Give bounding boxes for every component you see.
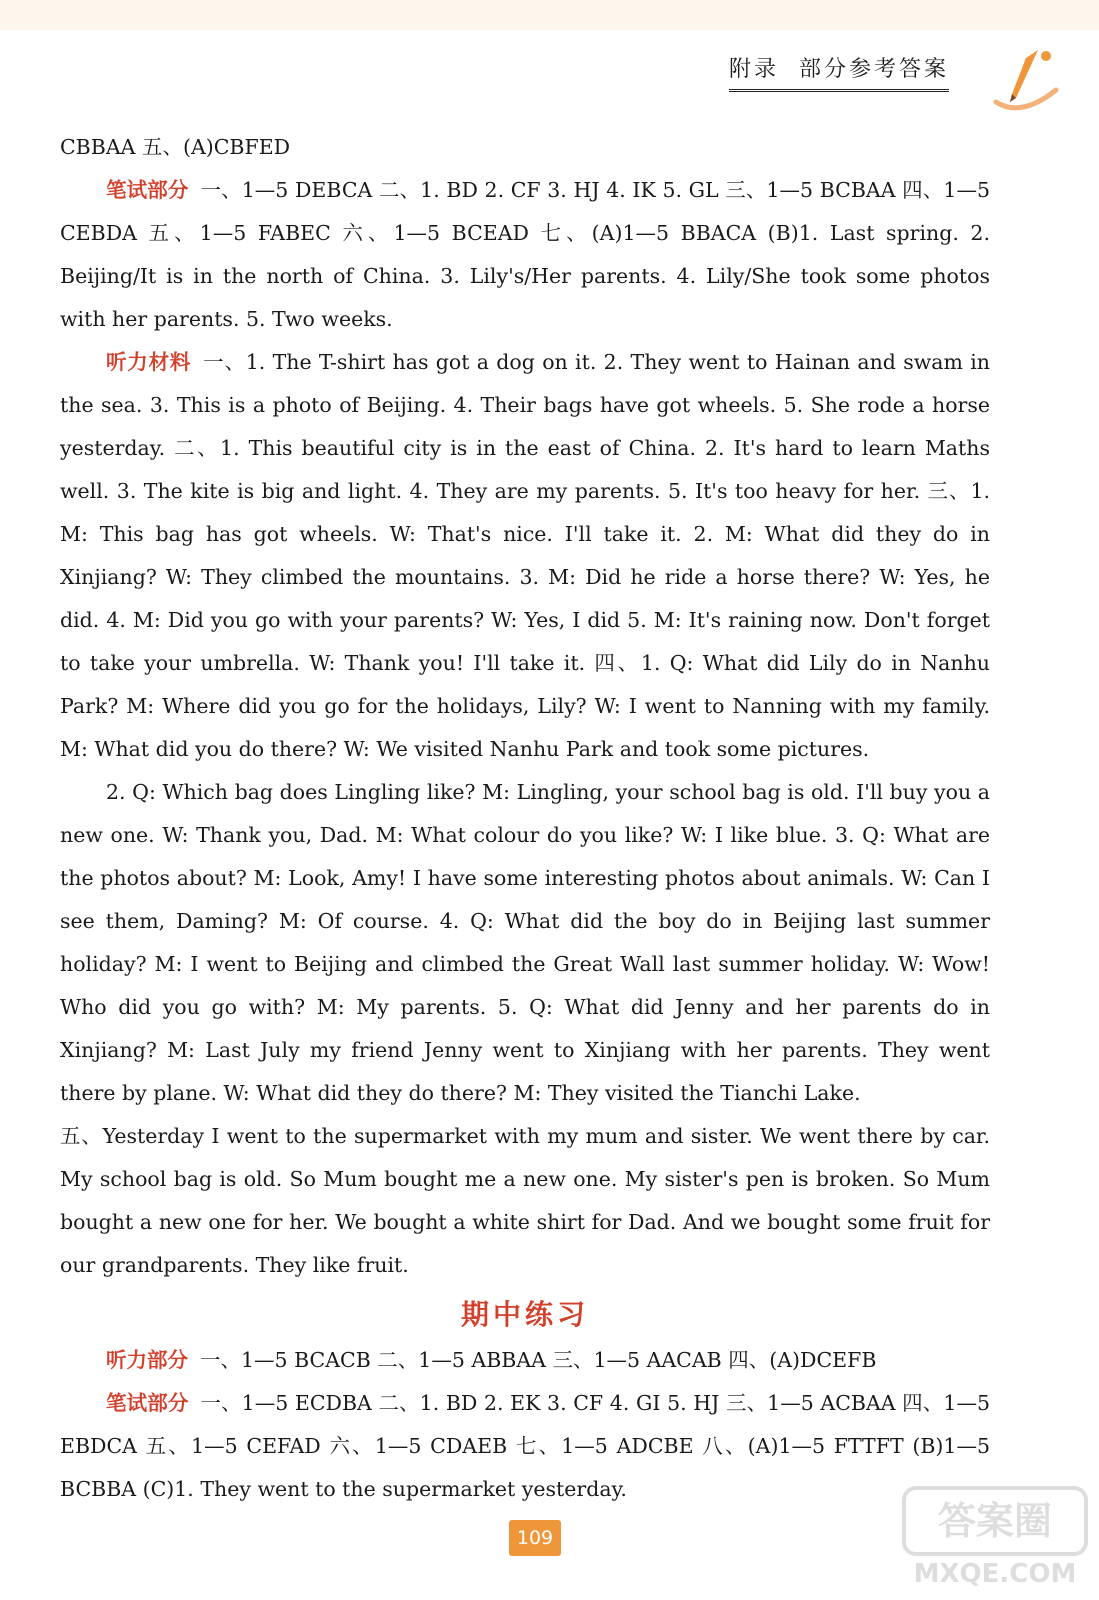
answer-content [60,126,990,1511]
listening-material-part3: 五、Yesterday I went to the supermarket with my mum and sister. We went there by car. My school bag is old. So Mum bought me a new one. My sister's pen is broken. So Mum bought a new one for her. We bought a white shirt for Dad. And we bought some fruit for our grandparents. They like fruit. [60,1124,990,1277]
listening-material-text: 一、1. The T-shirt has got a dog on it. 2. They went to Hainan and swam in the sea. 3. This is a photo of Beijing. 4. Their bags have got wheels. 5. She rode a horse yesterday. 二、1. This beautiful city is in the east of China. 2. It's hard to learn Maths well. 3. The kite is big and light. 4. They are my parents. 5. It's too heavy for her. 三、1. M: This bag has got wheels. W: That's nice. I'll take it. 2. M: What did they do in Xinjiang? W: They climbed the mountains. 3. M: Did he ride a horse there? W: Yes, he did. 4. M: Did you go with your parents? W: Yes, I did 5. M: It's raining now. Don't forget to take your umbrella. W: Thank you! I'll take it. 四、1. Q: What did Lily do in Nanhu Park? M: Where did you go for the holidays, Lily? W: I went to Nanning with my family. M: What did you do there? W: We visited Nanhu Park and took some pictures. [60,350,990,761]
written-section-text: 一、1—5 DEBCA 二、1. BD 2. CF 3. HJ 4. IK 5. GL 三、1—5 BCBAA 四、1—5 CEBDA 五、1—5 FABEC 六、1—5 BCEAD 七、(A)1—5 BBACA (B)1. Last spring. 2. Beijing/It is in the north of China. 3. Lily's/Her parents. 4. Lily/She took some photos with her parents. 5. Two weeks. [60,178,991,331]
listening-material-part2: 2. Q: Which bag does Lingling like? M: Lingling, your school bag is old. I'll buy you a new one. W: Thank you, Dad. M: What colour do you like? W: I like blue. 3. Q: What are the photos about? M: Look, Amy! I have some interesting photos about animals. W: Can I see them, Daming? M: Of course. 4. Q: What did the boy do in Beijing last summer holiday? M: I went to Beijing and climbed the Great Wall last summer holiday. W: Wow! Who did you go with? M: My parents. 5. Q: What did Jenny and her parents do in Xinjiang? M: Last July my friend Jenny went to Xinjiang with her parents. They went there by plane. W: What did they do there? M: They visited the Tianchi Lake. [60,780,990,1105]
written-section-label: 笔试部分 [106,178,189,202]
page-header [729,52,949,92]
midterm-written-label: 笔试部分 [106,1391,189,1415]
midterm-listening-text: 一、1—5 BCACB 二、1—5 ABBAA 三、1—5 AACAB 四、(A)DCEFB [200,1348,877,1372]
header-answers: 部分参考答案 [798,57,949,82]
svg-text:答案圈: 答案圈 [937,1499,1053,1543]
top-decorative-band [0,0,1099,30]
watermark-logo [900,1478,1090,1593]
svg-text:MXQE.COM: MXQE.COM [913,1559,1077,1589]
midterm-listening-label: 听力部分 [106,1348,188,1372]
pencil-icon [986,40,1066,120]
midterm-listening-answers [60,1339,990,1382]
answer-line-continued: CBBAA 五、(A)CBFED [60,135,291,159]
midterm-written-answers [60,1382,990,1511]
listening-material-label: 听力材料 [106,350,192,374]
header-appendix: 附录 [728,57,779,82]
midterm-written-text: 一、1—5 ECDBA 二、1. BD 2. EK 3. CF 4. GI 5. HJ 三、1—5 ACBAA 四、1—5 EBDCA 五、1—5 CEFAD 六、1—5 CDAEB 七、1—5 ADCBE 八、(A)1—5 FTTFT (B)1—5 BCBBA (C)1. They went to the supermarket yesterday. [60,1391,990,1501]
page-number-badge: 109 [509,1520,561,1556]
written-section-answers [60,169,990,341]
listening-material [60,341,990,771]
midterm-section-title: 期中练习 [460,1298,589,1331]
